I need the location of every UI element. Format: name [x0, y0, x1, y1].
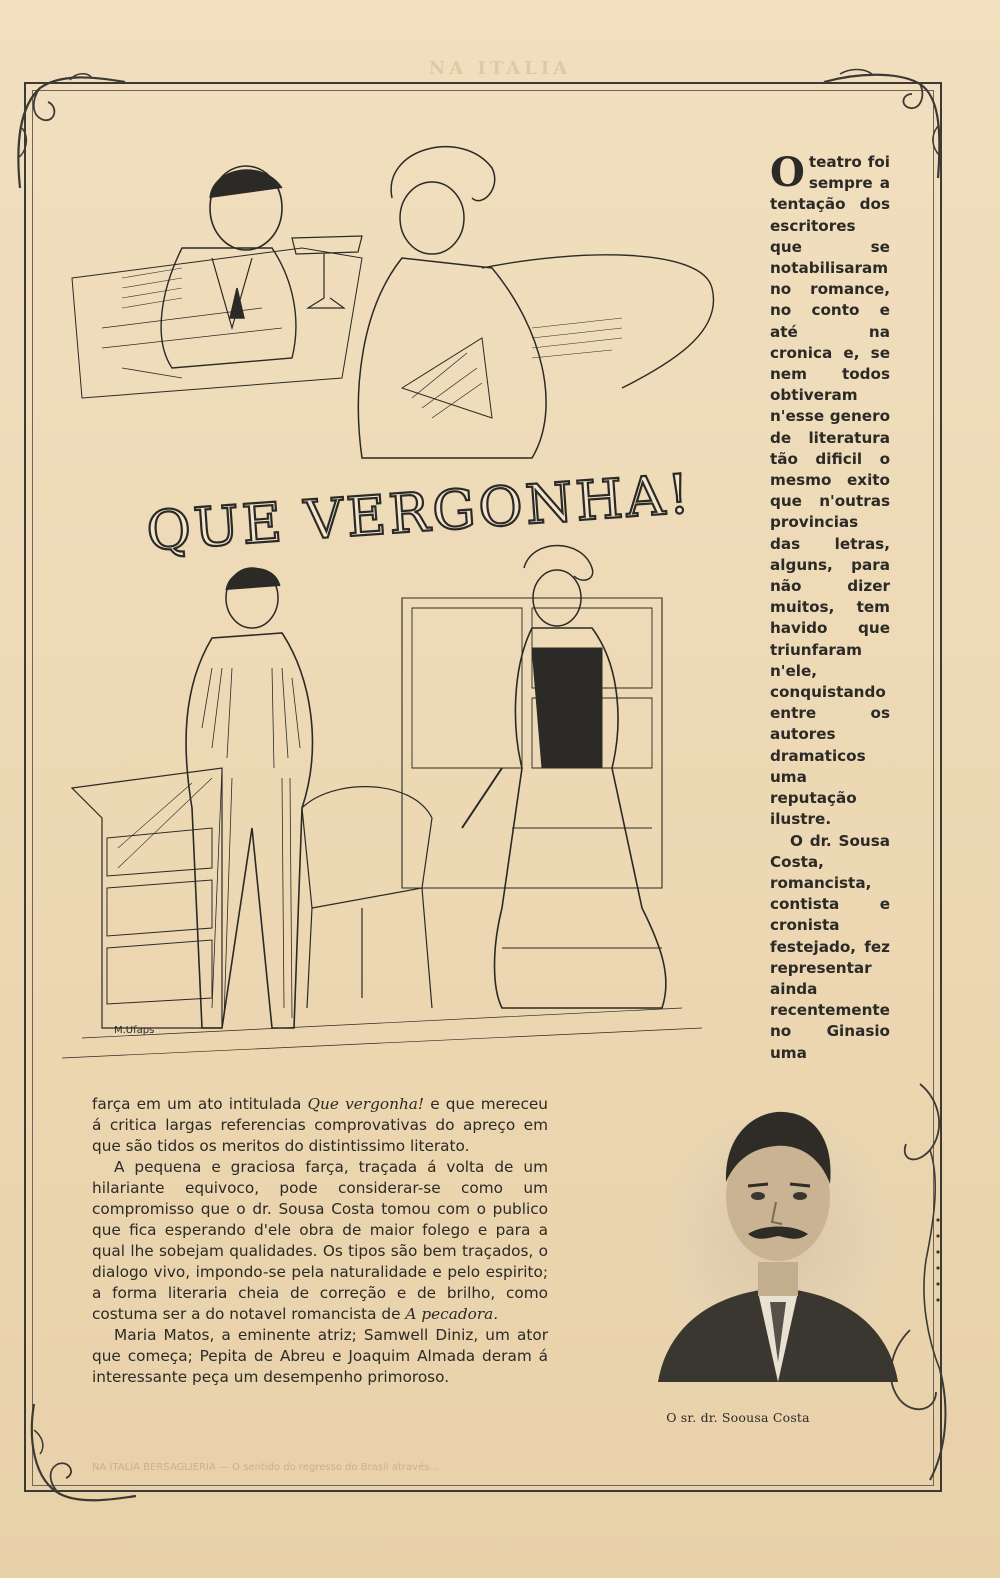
article-right-column [770, 149, 890, 1064]
bleed-through-footer: NA ITALIA BERSAGLIERIA — O sentido do regresso do Brasil através... [92, 1462, 439, 1473]
bleed-through-header: NA ITALIA [428, 58, 572, 79]
play-title-italic: Que vergonha! [307, 1095, 425, 1113]
corner-ornament-bottom-left [20, 1400, 140, 1510]
novel-title-italic: A pecadora. [405, 1305, 499, 1323]
bottom-paragraph-2-start: A pequena e graciosa farça, traçada á volta de um hilariante equivoco, pode considerar-se como um compromisso que o dr. Sousa Costa tomou com o publico que fica esperando d'ele obra de maior folego e para a qual lhe sobejam qualidades. Os tipos são bem traçados, o dialogo vivo, impondo-se pela naturalidade e pelo espirito; a forma literaria cheia de correção e de brilho, como costuma ser a do notavel romancista de [92, 1158, 548, 1323]
comedy-scene-illustration [62, 128, 732, 1078]
portrait-photo [648, 1092, 908, 1392]
right-column-paragraph-2: O dr. Sousa Costa, romancista, contista e cronista festejado, fez representar ainda recentemente no Ginasio uma [770, 831, 890, 1062]
article-bottom-column [92, 1094, 548, 1388]
artist-signature: M.Ufaps [114, 1025, 155, 1036]
dropcap-letter: O [770, 149, 805, 196]
illustration-title: QUE VERGONHA! [144, 462, 695, 564]
bottom-paragraph-1-end: e que mereceu á critica largas referencias comprovativas do apreço em que são tidos os meritos do distintissimo literato. [92, 1095, 548, 1155]
portrait-caption: O sr. dr. Soousa Costa [666, 1410, 810, 1425]
bottom-paragraph-2 [92, 1157, 548, 1325]
bottom-paragraph-1-start: farça em um ato intitulada [92, 1095, 302, 1113]
bottom-paragraph-3: Maria Matos, a eminente atriz; Samwell Diniz, um ator que começa; Pepita de Abreu e Joaquim Almada deram á interessante peça um desempenho primoroso. [92, 1326, 548, 1386]
bottom-paragraph-1 [92, 1094, 548, 1157]
right-column-paragraph-1: teatro foi sempre a tentação dos escritores que se notabilisaram no romance, no conto e até na cronica e, se nem todos obtiveram n'esse genero de literatura tão dificil o mesmo exito que n'outras provincias das letras, alguns, para não dizer muitos, tem havido que triunfaram n'ele, conquistando entre os autores dramaticos uma reputação ilustre. [770, 153, 890, 829]
